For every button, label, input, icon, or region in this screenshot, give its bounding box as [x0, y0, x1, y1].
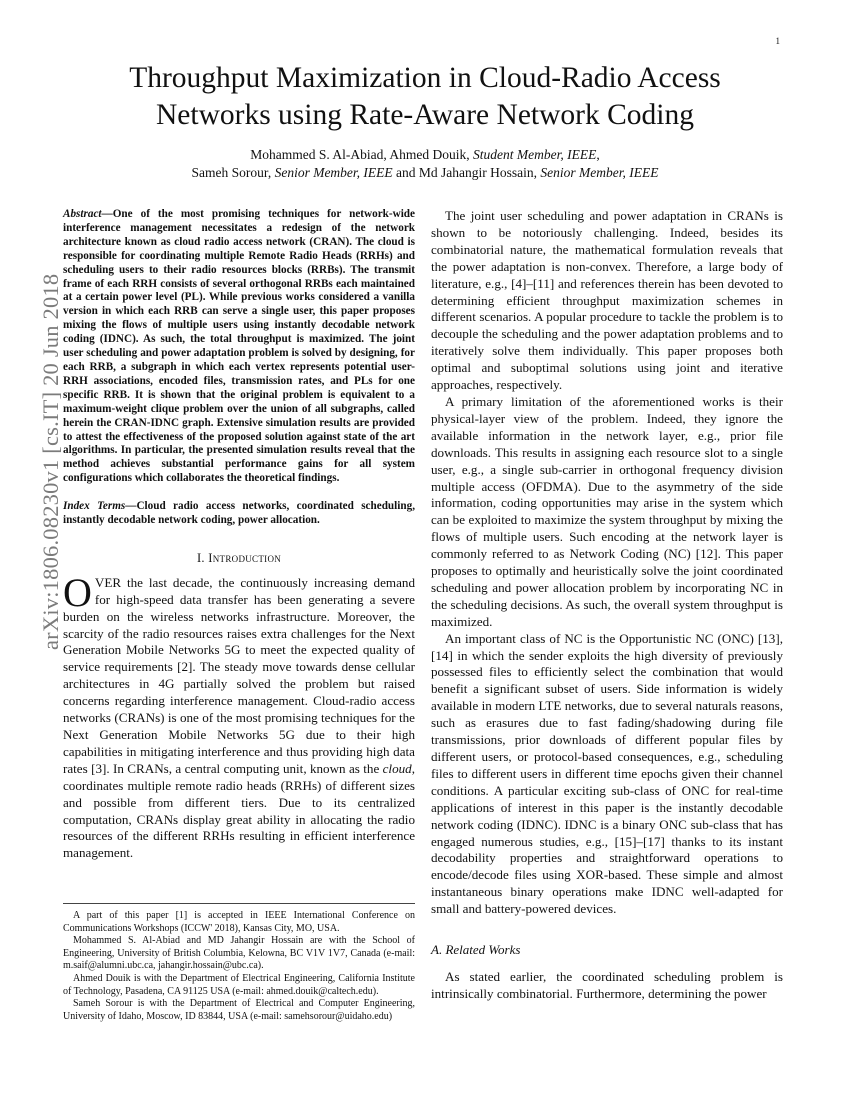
related-works-paragraph-1: As stated earlier, the coordinated scheduling problem is intrinsically combinatorial. Furthermore, determining the power — [431, 968, 783, 1001]
footnote-affiliation-idaho: Sameh Sorour is with the Department of Electrical and Computer Engineering, University of Idaho, Moscow, ID 83844, USA (e-mail: samehsorour@uidaho.edu) — [63, 998, 415, 1022]
intro-text-b: , coordinates multiple remote radio heads (RRHs) of different sizes and possible from different tiers. Due to its centralized computation, CRANs display great ability in allocating the radio resources of the different RRHs resulting in efficient interference management. — [63, 760, 415, 861]
abstract-text: —One of the most promising techniques for network-wide interference management necessitates a redesign of the network architecture known as cloud radio access network (CRAN). The cloud is responsible for coordinating multiple Remote Radio Heads (RRHs) and scheduling users to their radio resources blocks (RRBs). The transmit frame of each RRH consists of several orthogonal RRBs each maintained at a certain power level (PL). While previous works considered a vanilla version in which each RRB can serve a single user, this paper proposes mixing the flows of multiple users using instantly decodable network coding (IDNC). As such, the total throughput is maximized. The joint user scheduling and power adaptation problem is solved by designing, for each RRB, a subgraph in which each vertex represents potential user-RRH associations, encoded files, transmission rates, and PLs for one specific RRB. It is shown that the original problem is equivalent to a maximum-weight clique problem over the union of all subgraphs, called herein the CRAN-IDNC graph. Extensive simulation results are provided to attest the effectiveness of the proposed solution against state of the art algorithms. In particular, the presented simulation results reveal that the method achieves substantial performance gains for all system configurations which collaborates the theoretical findings. — [63, 208, 415, 485]
author-tail-1: , — [596, 147, 600, 162]
author-line-1 — [60, 146, 790, 164]
author-role-3: Senior Member, IEEE — [540, 165, 659, 180]
intro-text-a: the last decade, the continuously increasing demand for high-speed data transfer has been generating a severe burden on the wireless networks infrastructure. Moreover, the scarcity of the radio resources raises extra challenges for the Next Generation Mobile Networks 5G to meet the expected quality of service requirements [2]. The steady move towards dense cellular architectures in 4G partially solved the problem but raised concerns regarding interference management. Cloud-radio access networks (CRANs) is one of the most promising techniques for the Next Generation Mobile Networks 5G due to their high capabilities in mitigating interference and thus providing high data rates [3]. In CRANs, a central computing unit, known as the — [63, 574, 415, 776]
intro-paragraph-4: An important class of NC is the Opportunistic NC (ONC) [13], [14] in which the sender exploits the high diversity of previously possessed files to efficiently select the combination that would benefit a significant subset of users. Side information is widely available in modern LTE networks, due to several naturals reasons, such as erasures due to fast fading/shadowing during file transmissions, prior downloads of different popular files by different users, or protocol-based consequences, e.g., scheduling files to different users in different time epochs given their channel conditions. A particular exciting sub-class of ONC for real-time applications of interest in this paper is the instantly decodable network coding (IDNC). IDNC is a binary ONC sub-class that has engaged numerous studies, e.g., [15]–[17] thanks to its instant decodability properties and straightforward operations to encode/decode files using XOR-based. These simple and almost instantaneous binary operations make IDNC well-adapted for small and battery-powered devices. — [431, 630, 783, 917]
section-title: Introduction — [208, 550, 282, 565]
intro-paragraph-2: The joint user scheduling and power adaptation in CRANs is shown to be notoriously challenging. Indeed, besides its combinatorial nature, the mathematical formulation reveals that the power adaptation is non-convex. Therefore, a large body of literature, e.g., [4]–[11] and references therein has been devoted to determining efficient throughput maximization schemes in different scenarios. A popular procedure to tackle the problem is to decouple the scheduling and the power adaptation problems and to iteratively solve them individually. This paper proposes both optimal and suboptimal solutions using joint and iterative approaches, respectively. — [431, 208, 783, 393]
intro-paragraph-3: A primary limitation of the aforementioned works is their physical-layer view of the problem. Indeed, they ignore the available information in the network layer, e.g., prior file downloads. This results in assigning each resource slot to a single user, e.g., a single sub-carrier in orthogonal frequency division multiple access (OFDMA). Due to the asymmetry of the side information, coding opportunities may arise in the system which can be exploited to maximize the system throughput by mixing the flows of multiple users. Such encoding at the network layer is commonly referred to as Network Coding (NC) [12]. This paper proposes to optimally and heuristically solve the joint coordinated scheduling and power allocation problem by incorporating NC in the scheduling decisions. As such, the overall system throughput is maximized. — [431, 393, 783, 629]
footnote-affiliation-caltech: Ahmed Douik is with the Department of Electrical Engineering, California Institute of Technology, Pasadena, CA 91125 USA (e-mail: ahmed.douik@caltech.edu). — [63, 972, 415, 997]
author-name-hossain: and Md Jahangir Hossain, — [396, 165, 538, 180]
intro-italic-cloud: cloud — [382, 760, 412, 776]
abstract — [63, 208, 415, 486]
title-line-2: Networks using Rate-Aware Network Coding — [155, 99, 694, 131]
section-heading-introduction — [63, 550, 415, 567]
index-terms-text: —Cloud radio access networks, coordinated scheduling, instantly decodable network coding, power allocation. — [63, 500, 415, 527]
author-role-2: Senior Member, IEEE — [274, 165, 393, 180]
footnote-conference: A part of this paper [1] is accepted in IEEE International Conference on Communications Workshops (ICCW' 2018), Kansas City, MO, USA. — [63, 910, 415, 934]
arxiv-identifier: arXiv:1806.08230v1 [cs.IT] 20 Jun 2018 — [38, 273, 63, 650]
right-column — [431, 208, 783, 1003]
section-number: I. — [196, 550, 205, 565]
intro-paragraph-1 — [63, 569, 415, 862]
left-column — [63, 208, 415, 862]
page-number: 1 — [775, 36, 780, 46]
author-names-1: Mohammed S. Al-Abiad, Ahmed Douik, — [250, 147, 470, 162]
footnotes — [63, 903, 415, 1023]
index-terms-label: Index Terms — [63, 500, 126, 513]
author-line-2 — [60, 164, 790, 182]
drop-cap: O — [63, 569, 92, 615]
author-role-1: Student Member, IEEE — [473, 147, 597, 162]
index-terms — [63, 500, 415, 528]
author-name-sorour: Sameh Sorour, — [191, 165, 272, 180]
subsection-heading-related-works: A. Related Works — [431, 942, 521, 958]
author-list — [60, 146, 790, 182]
paper-title — [60, 60, 790, 134]
intro-caps: VER — [94, 574, 122, 590]
footnote-affiliation-ubc: Mohammed S. Al-Abiad and MD Jahangir Hossain are with the School of Engineering, University of British Columbia, Kelowna, BC V1V 1V7, Canada (e-mail: m.saif@alumni.ubc.ca, jahangir.hossain@ubc.ca). — [63, 935, 415, 972]
title-line-1: Throughput Maximization in Cloud-Radio Access — [129, 62, 721, 94]
abstract-label: Abstract — [63, 208, 102, 220]
